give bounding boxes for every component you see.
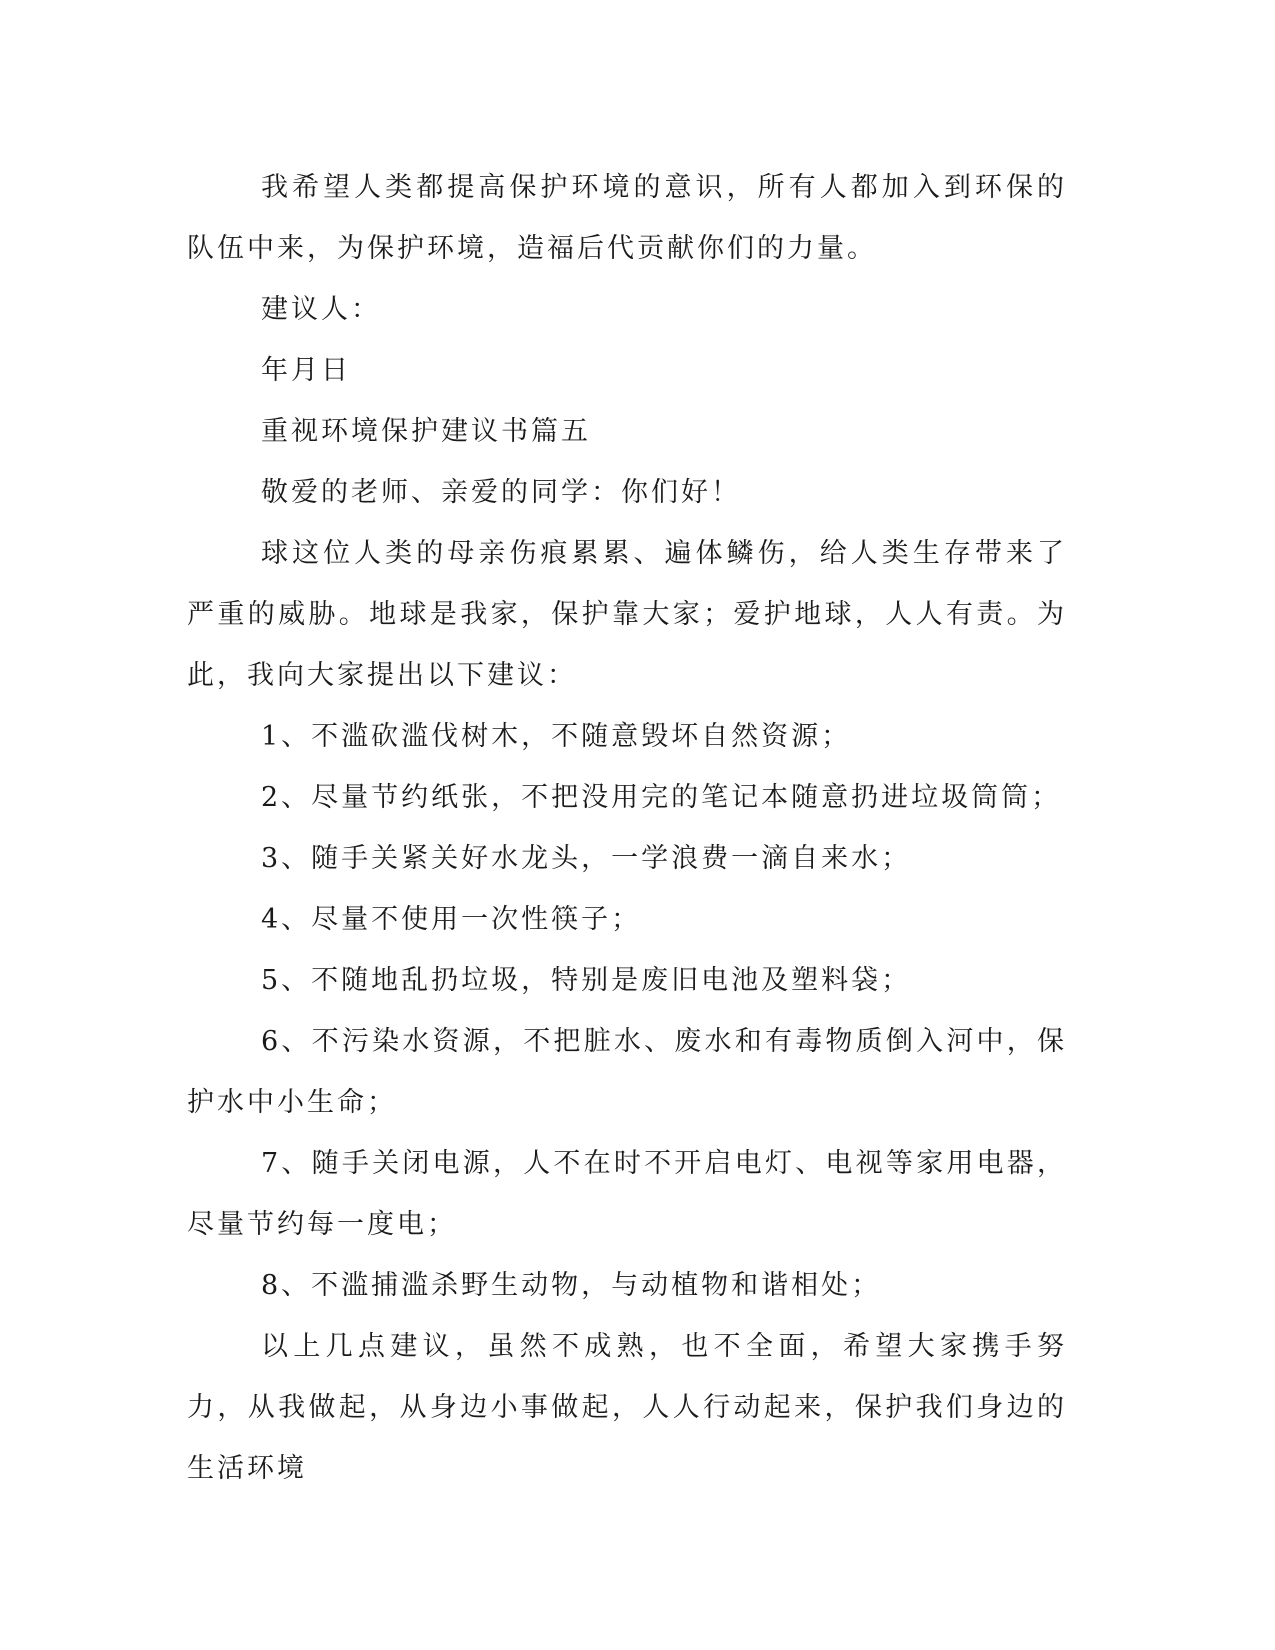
list-item-3: 3、随手关紧关好水龙头，一学浪费一滴自来水； [261, 843, 912, 874]
paragraph-date: 年月日 [261, 355, 351, 386]
list-item-6: 6、不污染水资源，不把脏水、废水和有毒物质倒入河中，保护水中小生命； [187, 1026, 1067, 1118]
paragraph-closing-hope: 我希望人类都提高保护环境的意识，所有人都加入到环保的队伍中来，为保护环境，造福后代贡献你们的力量。 [187, 172, 1067, 264]
paragraph-signatory: 建议人： [261, 294, 381, 325]
paragraph-intro: 球这位人类的母亲伤痕累累、遍体鳞伤，给人类生存带来了严重的威胁。地球是我家，保护靠大家；爱护地球，人人有责。为此，我向大家提出以下建议： [187, 538, 1067, 691]
paragraph-salutation: 敬爱的老师、亲爱的同学：你们好！ [261, 477, 741, 508]
document-body [187, 157, 1067, 1499]
paragraph-conclusion: 以上几点建议，虽然不成熟，也不全面，希望大家携手努力，从我做起，从身边小事做起，人人行动起来，保护我们身边的生活环境 [187, 1331, 1067, 1484]
list-item-2: 2、尽量节约纸张，不把没用完的笔记本随意扔进垃圾筒筒； [261, 782, 1062, 813]
list-item-8: 8、不滥捕滥杀野生动物，与动植物和谐相处； [261, 1270, 882, 1301]
list-item-1: 1、不滥砍滥伐树木，不随意毁坏自然资源； [261, 721, 852, 752]
section-title: 重视环境保护建议书篇五 [261, 416, 591, 447]
list-item-4: 4、尽量不使用一次性筷子； [261, 904, 642, 935]
list-item-7: 7、随手关闭电源，人不在时不开启电灯、电视等家用电器，尽量节约每一度电； [187, 1148, 1067, 1240]
list-item-5: 5、不随地乱扔垃圾，特别是废旧电池及塑料袋； [261, 965, 912, 996]
